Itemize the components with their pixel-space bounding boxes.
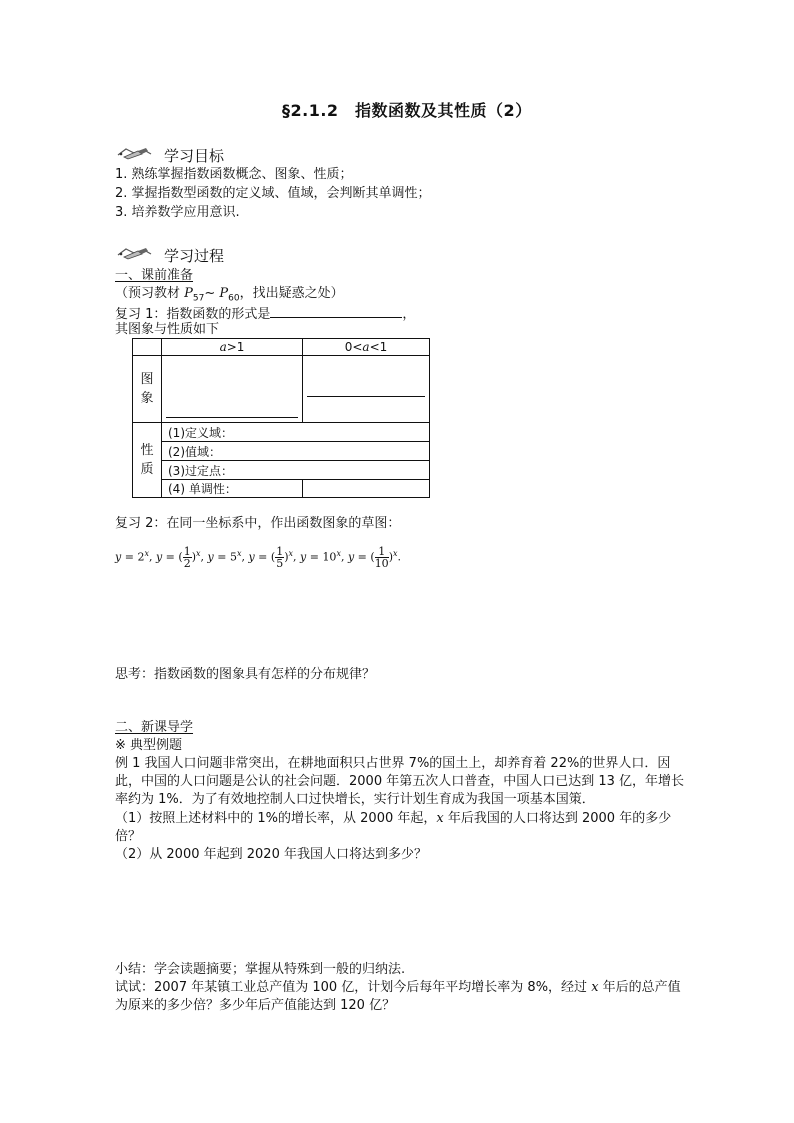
- properties-table: [132, 338, 430, 498]
- f-eq: =: [306, 550, 323, 564]
- preview-tilde: ~: [204, 286, 220, 301]
- pen-icon: [116, 145, 154, 165]
- f-lp: (: [270, 550, 276, 564]
- col-header-a-gt-1: [162, 339, 303, 356]
- question-1: [115, 810, 690, 846]
- f-y: y: [155, 550, 163, 564]
- goal-item-3: 3. 培养数学应用意识.: [115, 205, 240, 220]
- f-sep: ,: [293, 550, 300, 564]
- goal-item-1: 1. 熟练掌握指数函数概念、图象、性质；: [115, 167, 353, 182]
- row-label-graph: [133, 356, 162, 423]
- review1-comma: ，: [402, 307, 416, 322]
- prop-fixed-point[interactable]: (3)过定点：: [162, 461, 430, 480]
- graph-cell-a-lt-1[interactable]: [303, 356, 430, 423]
- f-y: y: [300, 550, 307, 564]
- f-eq: =: [213, 550, 230, 564]
- pen-icon: [116, 245, 154, 265]
- examples-heading: ※ 典型例题: [115, 738, 183, 753]
- f-sep: ,: [340, 550, 345, 564]
- f-rp: ): [284, 550, 289, 564]
- col1-rest: >1: [226, 340, 245, 354]
- f-sep: ,: [241, 550, 245, 564]
- example-1: 例 1 我国人口问题非常突出，在耕地面积只占世界 7%的国土上，却养育着 22%的世界人口．因此，中国的人口问题是公认的社会问题．2000 年第五次人口普查，中国人口已达到 13 亿，年增长率约为 1%．为了有效地控制人口过快增长，实行计划生育成为我国一项基本国策．: [115, 756, 685, 807]
- f-lp: (: [370, 550, 375, 564]
- trial-var: x: [591, 980, 599, 995]
- question-1-a: （1）按照上述材料中的 1%的增长率，从 2000 年起，: [115, 811, 437, 826]
- f6-den: 10: [374, 557, 389, 571]
- fraction-1-2: [183, 546, 192, 569]
- col2-rest: <1: [369, 340, 388, 354]
- f5-exp: x: [336, 549, 341, 558]
- process-heading: 学习过程: [164, 247, 225, 265]
- f2-num: 1: [183, 545, 191, 559]
- col2-var: a: [362, 340, 370, 354]
- f1-exp: x: [144, 549, 149, 558]
- f3-exp: x: [236, 549, 242, 558]
- trial-a: 试试：2007 年某镇工业总产值为 100 亿，计划今后每年平均增长率为 8%，经过: [115, 980, 592, 995]
- properties-label: 性质: [140, 443, 154, 477]
- think-question: 思考：指数函数的图象具有怎样的分布规律？: [115, 667, 376, 682]
- f-sep: ,: [148, 550, 153, 564]
- row-label-properties: [133, 423, 162, 498]
- trial-exercise: [115, 979, 690, 1015]
- prop-monotonic-a-gt-1[interactable]: (4) 单调性：: [162, 480, 303, 498]
- f-eq: =: [354, 550, 371, 564]
- f5-base: 10: [322, 550, 337, 564]
- f-end: .: [397, 550, 401, 564]
- graph-blank-line: [166, 417, 298, 418]
- preview-page-start-num: 57: [192, 293, 205, 304]
- f-sep: ,: [200, 550, 204, 564]
- question-1-b: 年后我国的人口将达到 2000 年的多少倍？: [115, 811, 672, 844]
- preview-page-end-num: 60: [228, 293, 240, 304]
- graph-cell-a-gt-1[interactable]: [162, 356, 303, 423]
- preview-page-end: P: [219, 286, 229, 301]
- f-eq: =: [254, 550, 271, 564]
- f4-den: 5: [276, 557, 284, 571]
- f2-exp: x: [195, 549, 201, 558]
- goals-heading: 学习目标: [164, 147, 225, 165]
- preview-pre: （预习教材: [115, 286, 185, 301]
- fraction-1-10: [375, 546, 389, 569]
- graph-label: 图象: [140, 372, 154, 406]
- part2-heading: 二、新课导学: [115, 720, 194, 735]
- f-y: y: [207, 550, 214, 564]
- f-y: y: [248, 550, 255, 564]
- question-2: （2）从 2000 年起到 2020 年我国人口将达到多少？: [115, 847, 427, 862]
- fraction-1-5: [275, 546, 284, 569]
- preview-page-start: P: [184, 286, 193, 301]
- f6-num: 1: [375, 546, 389, 558]
- table-corner-cell: [133, 339, 162, 356]
- f-y: y: [347, 550, 355, 564]
- f1-base: 2: [137, 550, 145, 564]
- preview-post: ，找出疑惑之处）: [239, 286, 344, 301]
- summary: 小结：学会读题摘要；掌握从特殊到一般的归纳法.: [115, 962, 406, 977]
- f4-num: 1: [276, 545, 284, 559]
- f-eq: =: [162, 550, 179, 564]
- col-header-a-lt-1: [303, 339, 430, 356]
- col2-pre: 0<: [344, 340, 363, 354]
- f-eq: =: [121, 550, 138, 564]
- f3-base: 5: [229, 550, 237, 564]
- review1-line2: 其图象与性质如下: [115, 322, 220, 337]
- question-1-var: x: [436, 811, 444, 826]
- review2: 复习 2：在同一坐标系中，作出函数图象的草图：: [115, 516, 401, 531]
- prop-range[interactable]: (2)值域：: [162, 442, 430, 461]
- f6-exp: x: [392, 549, 398, 558]
- f-rp: ): [388, 550, 393, 564]
- part1-heading: 一、课前准备: [115, 268, 194, 283]
- page-title: §2.1.2 指数函数及其性质（2）: [282, 101, 532, 120]
- prop-domain[interactable]: (1)定义域：: [162, 423, 430, 442]
- review1-blank[interactable]: [270, 304, 402, 318]
- f-y: y: [115, 550, 122, 564]
- f-rp: ): [191, 550, 196, 564]
- f2-den: 2: [183, 557, 191, 571]
- col1-var: a: [219, 340, 227, 354]
- graph-blank-line: [307, 396, 425, 397]
- review1-text: 复习 1：指数函数的形式是: [115, 307, 271, 322]
- f-lp: (: [178, 550, 183, 564]
- goal-item-2: 2. 掌握指数型函数的定义域、值域，会判断其单调性；: [115, 186, 431, 201]
- trial-b: 年后的总产值为原来的多少倍？多少年后产值能达到 120 亿？: [115, 980, 681, 1013]
- function-list: [115, 537, 401, 571]
- prop-monotonic-a-lt-1[interactable]: [303, 480, 430, 498]
- f4-exp: x: [288, 549, 293, 558]
